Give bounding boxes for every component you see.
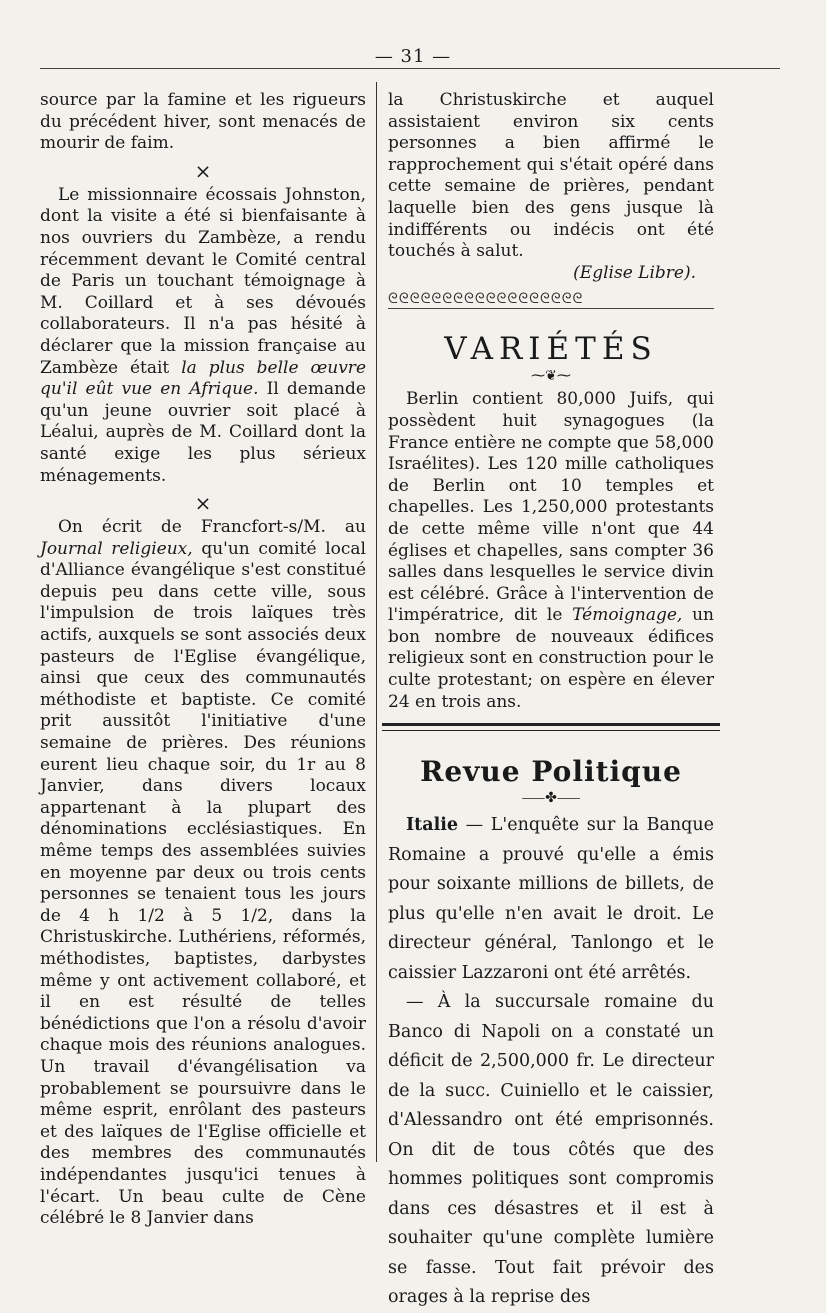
flourish-ornament-2: ⸺✤⸺ [521, 790, 581, 807]
section-separator-icon: × [194, 491, 212, 516]
journal-title: Journal religieux, [40, 538, 193, 559]
section-double-rule [382, 723, 720, 731]
italie-text-1: — L'enquête sur la Banque Romaine a prouvé qu'elle a émis pour soixante millions de billets, de plus qu'elle n'en avait le droit. Le directeur général, Tanlongo et le caissier Lazzaroni ont été arrêtés. [388, 815, 714, 983]
francfort-text-start: On écrit de Francfort-s/M. au [58, 517, 366, 538]
varietes-text-end: un bon nombre de nouveaux édifices religieux sont en construction pour le culte protestant; on espère en élever 24 en trois ans. [388, 605, 714, 712]
right-column [388, 90, 714, 1313]
left-paragraph-1: source par la famine et les rigueurs du précédent hiver, sont menacés de mourir de faim. [40, 90, 366, 154]
left-paragraph-johnston [40, 185, 366, 487]
francfort-text-end: qu'un comité local d'Alliance évangélique s'est constitué depuis peu dans cette ville, sous l'impulsion de trois laïques très actifs, auxquels se sont associés deux pasteurs de l'Eglise évangélique, ainsi que ceux des communautés méthodiste et baptiste. Ce comité prit aussitôt l'initiative d'une semaine de prières. Des réunions eurent lieu chaque soir, du 1r au 8 Janvier, dans divers locaux appartenant à la plupart des dénominations ecclésiastiques. En même temps des assemblées suivies en moyenne par deux ou trois cents personnes se tenaient tous les jours de 4 h 1/2 à 5 1/2, dans la Christuskirche. Luthériens, réformés, méthodistes, baptistes, darbystes même y ont activement collaboré, et il en est résulté de telles bénédictions que l'on a résolu d'avoir chaque mois des réunions analogues. Un travail d'évangélisation va probablement se poursuivre dans le même esprit, enrôlant des pasteurs et des laïques de l'Eglise officielle et des membres des communautés indépendantes jusqu'ici tenues à l'écart. Un beau culte de Cène célébré le 8 Janvier dans [40, 538, 366, 1229]
signature: (Eglise Libre). [573, 262, 696, 283]
revue-politique-heading: Revue Politique [420, 755, 682, 789]
right-paragraph-1: la Christuskirche et auquel assistaient environ six cents personnes a bien affirmé le rapprochement qui s'était opéré dans cette semaine de prières, pendant laquelle bien des gens jusque là indifférents ou indécis ont été touchés à salut. [388, 90, 714, 262]
left-column [40, 90, 366, 1230]
page-number: — 31 — [374, 46, 452, 67]
italie-label: Italie [406, 815, 459, 836]
left-paragraph-francfort [40, 517, 366, 1230]
varietes-text-start: Berlin contient 80,000 Juifs, qui possèdent huit synagogues (la France entière ne compte que 58,000 Israélites). Les 120 mille catholiques de Berlin ont 10 temples et chapelles. Les 1,250,000 protestants de cette même ville n'ont que 44 églises et chapelles, sans compter 36 salles dans lesquelles le service divin est célébré. Grâce à l'intervention de l'impératrice, dit le [388, 389, 714, 626]
header-rule [40, 68, 780, 69]
column-divider [376, 82, 377, 1162]
varietes-paragraph [388, 389, 714, 713]
ornament-border: ᘓᘓᘓᘓᘓᘓᘓᘓᘓᘓᘓᘓᘓᘓᘓᘓᘓᘓ [388, 290, 714, 309]
varietes-heading: VARIÉTÉS [444, 331, 658, 368]
johnston-text-start: Le missionnaire écossais Johnston, dont la visite a été si bienfaisante à nos ouvriers du Zambèze, a rendu récemment devant le Comité central de Paris un touchant témoignage à M. Coillard et à ses dévoués collaborateurs. Il n'a pas hésité à déclarer que la mission française au Zambèze était [40, 184, 366, 378]
section-separator-icon: × [194, 158, 212, 183]
johnston-text-end: Il demande qu'un jeune ouvrier soit placé à Léalui, auprès de M. Coillard dont la santé exige les plus sérieux ménagements. [40, 379, 366, 486]
revue-body [388, 811, 714, 1313]
temoignage-title: Témoignage, [572, 605, 683, 626]
italie-paragraph-1 [388, 811, 714, 988]
johnston-quote: la plus belle œuvre qu'il eût vue en Afrique. [40, 357, 366, 400]
flourish-ornament: ⁓❦⁓ [531, 368, 571, 385]
italie-paragraph-2: — À la succursale romaine du Banco di Napoli on a constaté un déficit de 2,500,000 fr. Le directeur de la succ. Cuiniello et le caissier, d'Alessandro ont été emprisonnés. On dit de tous côtés que des hommes politiques sont compromis dans ces désastres et il est à souhaiter qu'une complète lumière se fasse. Tout fait prévoir des orages à la reprise des [388, 992, 714, 1308]
